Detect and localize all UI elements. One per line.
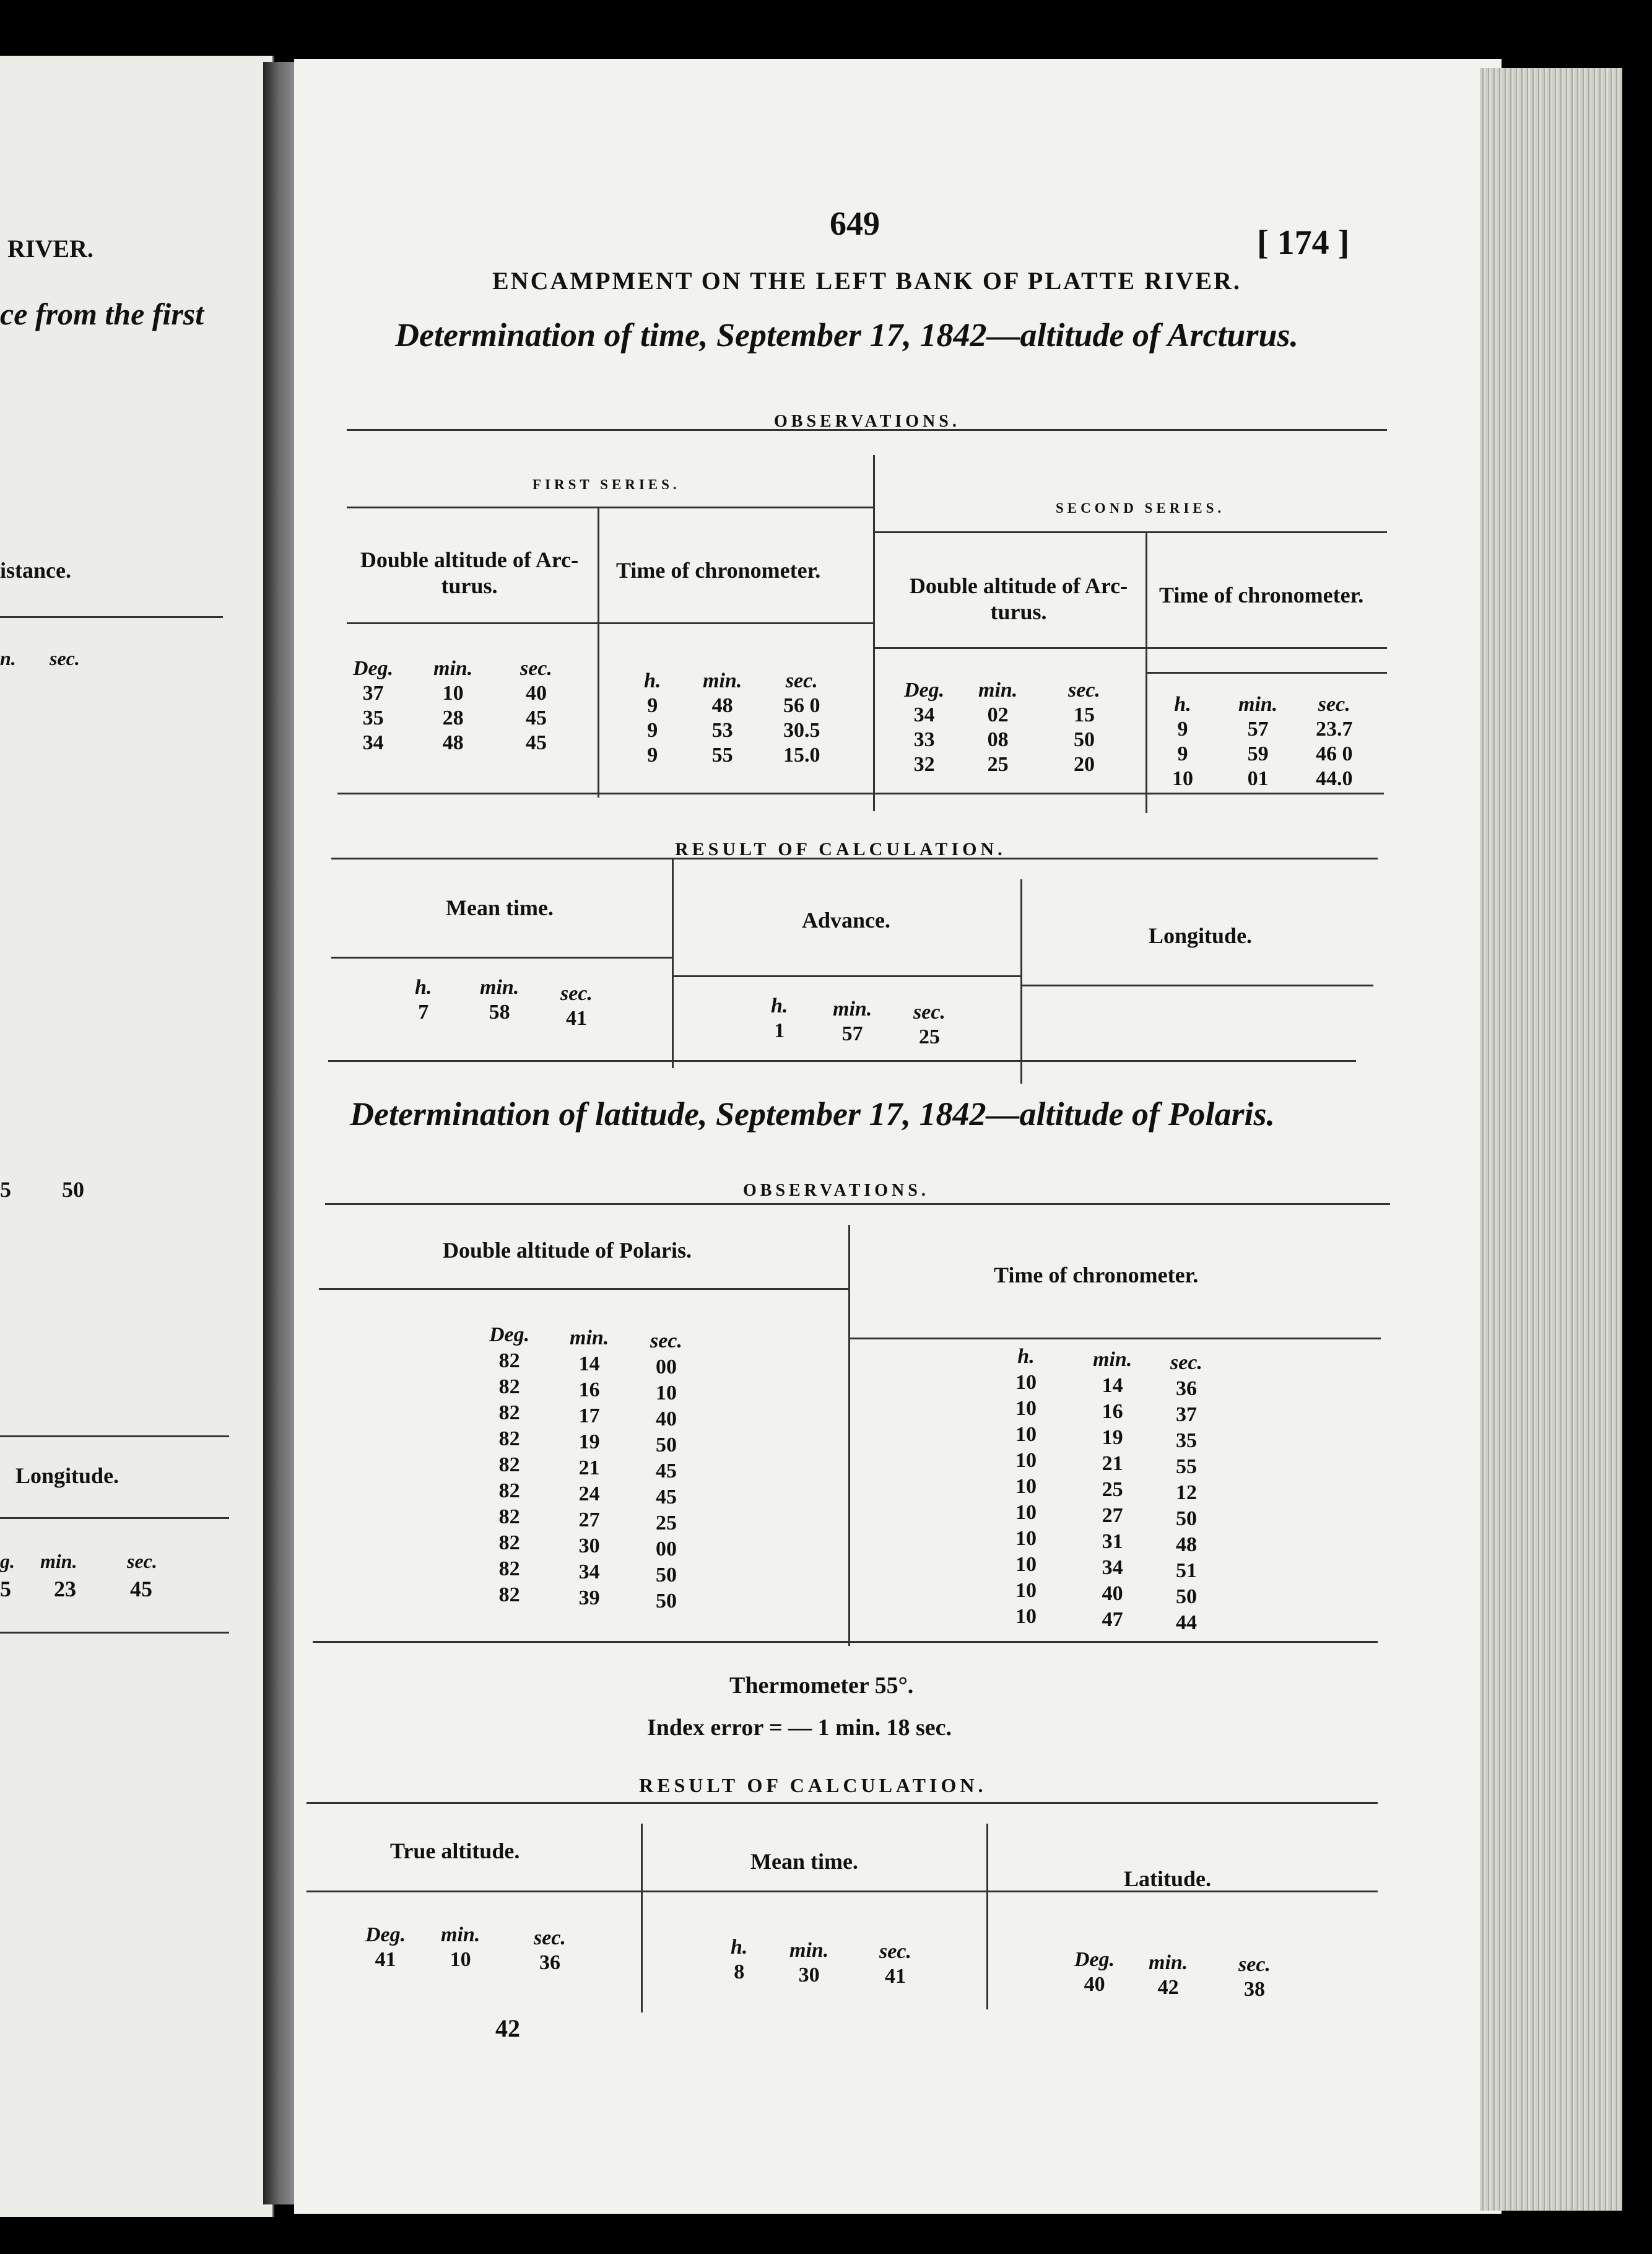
cell: 82 xyxy=(498,1453,520,1476)
cell: 08 xyxy=(987,728,1009,751)
result-label: RESULT OF CALCULATION. xyxy=(675,839,1006,859)
true-alt-min xyxy=(441,1923,480,1972)
mean-time-header: Mean time. xyxy=(446,895,554,920)
left-unit: min. xyxy=(40,1550,77,1572)
cell: 57 xyxy=(1247,718,1269,741)
table-rule xyxy=(347,507,873,508)
true-alt-sec xyxy=(534,1926,566,1975)
first-h-col xyxy=(644,669,661,768)
left-n-label: n. xyxy=(0,647,16,669)
main-heading: ENCAMPMENT ON THE LEFT BANK OF PLATTE RIVER. xyxy=(492,267,1241,295)
cell: 38 xyxy=(1243,1978,1265,2001)
unit-label: h. xyxy=(1174,693,1191,716)
cell: 10 xyxy=(1015,1475,1037,1498)
cell: 10 xyxy=(655,1382,677,1404)
unit-label: sec. xyxy=(560,982,593,1005)
left-page xyxy=(0,56,274,2217)
cell: 57 xyxy=(841,1022,863,1045)
cell: 50 xyxy=(655,1590,677,1612)
cell: 15.0 xyxy=(783,744,820,767)
advance-sec xyxy=(913,1000,946,1050)
second-deg-col xyxy=(904,678,944,777)
second-sec-col xyxy=(1068,678,1100,777)
cell: 10 xyxy=(1015,1553,1037,1576)
unit-label: min. xyxy=(833,998,872,1020)
cell: 9 xyxy=(647,694,658,717)
unit-label: sec. xyxy=(520,657,552,680)
left-longitude-label: Longitude. xyxy=(15,1463,120,1488)
advance-header: Advance. xyxy=(802,908,890,933)
cell: 01 xyxy=(1247,767,1269,790)
unit-label: h. xyxy=(415,976,432,999)
cell: 47 xyxy=(1102,1608,1123,1631)
table-rule xyxy=(325,1203,1390,1205)
cell: 50 xyxy=(1175,1585,1197,1608)
cell: 58 xyxy=(489,1001,510,1024)
left-value-50: 50 xyxy=(62,1177,84,1202)
cell: 40 xyxy=(525,682,547,705)
cell: 10 xyxy=(1015,1371,1037,1394)
cell: 02 xyxy=(987,703,1009,726)
unit-label: h. xyxy=(1017,1345,1035,1368)
unit-label: Deg. xyxy=(904,679,945,702)
unit-label: min. xyxy=(441,1923,480,1946)
unit-label: Deg. xyxy=(365,1923,406,1946)
polaris-min-col xyxy=(570,1325,609,1611)
section2-title: Determination of latitude, September 17, 1842—altitude of Polaris. xyxy=(350,1095,1275,1133)
unit-label: min. xyxy=(703,669,742,692)
table-rule xyxy=(347,622,873,624)
true-altitude-header: True altitude. xyxy=(390,1838,520,1863)
cell: 00 xyxy=(655,1538,677,1560)
cell: 30 xyxy=(798,1964,820,1986)
cell: 10 xyxy=(450,1948,471,1971)
polaris-h-col xyxy=(1015,1344,1037,1630)
cell: 21 xyxy=(578,1456,600,1479)
mean-time-h xyxy=(415,975,432,1025)
first-sec-col xyxy=(520,656,552,755)
cell: 53 xyxy=(711,719,733,742)
observations-label-2: OBSERVATIONS. xyxy=(743,1181,929,1200)
cell: 42 xyxy=(1157,1976,1179,1999)
second-min-col xyxy=(978,678,1017,777)
signature-mark: 42 xyxy=(495,2014,520,2042)
cell: 82 xyxy=(498,1583,520,1606)
mean-time-min-2 xyxy=(789,1938,828,1988)
cell: 9 xyxy=(1177,742,1188,765)
cell: 59 xyxy=(1247,742,1269,765)
unit-label: sec. xyxy=(1170,1351,1202,1374)
first-series-label: FIRST SERIES. xyxy=(533,477,680,492)
cell: 82 xyxy=(498,1479,520,1502)
cell: 25 xyxy=(918,1025,940,1048)
cell: 10 xyxy=(1015,1527,1037,1550)
cell: 41 xyxy=(375,1948,396,1971)
thermometer: Thermometer 55°. xyxy=(729,1673,914,1699)
cell: 82 xyxy=(498,1505,520,1528)
cell: 37 xyxy=(362,682,384,705)
unit-label: sec. xyxy=(1238,1953,1271,1976)
cell: 10 xyxy=(1015,1449,1037,1472)
cell: 45 xyxy=(655,1460,677,1482)
unit-label: min. xyxy=(1238,693,1278,716)
cell: 40 xyxy=(1102,1582,1123,1605)
unit-label: min. xyxy=(1093,1348,1132,1371)
cell: 28 xyxy=(442,707,464,729)
cell: 45 xyxy=(525,731,547,754)
first-tmin-col xyxy=(703,669,742,768)
table-rule xyxy=(337,793,1384,794)
cell: 44.0 xyxy=(1316,767,1353,790)
mean-time-sec-2 xyxy=(879,1939,911,1989)
unit-label: Deg. xyxy=(489,1323,530,1346)
left-value: 5 xyxy=(0,1577,11,1601)
cell: 10 xyxy=(1015,1605,1037,1628)
mean-time-min xyxy=(480,975,519,1025)
second-time-header: Time of chronometer. xyxy=(1159,583,1364,607)
cell: 9 xyxy=(1177,718,1188,741)
cell: 25 xyxy=(987,753,1009,776)
first-time-header: Time of chronometer. xyxy=(616,558,821,583)
cell: 16 xyxy=(578,1378,600,1401)
polaris-tsec-col xyxy=(1170,1350,1202,1636)
cell: 34 xyxy=(362,731,384,754)
unit-label: min. xyxy=(978,679,1018,702)
polaris-sec-col xyxy=(650,1328,682,1614)
bracket-number: [ 174 ] xyxy=(1257,224,1350,262)
table-rule xyxy=(873,647,1387,649)
index-error: Index error = — 1 min. 18 sec. xyxy=(647,1715,952,1741)
cell: 19 xyxy=(578,1430,600,1453)
cell: 33 xyxy=(913,728,935,751)
col-divider xyxy=(672,858,674,1068)
cell: 27 xyxy=(1102,1504,1123,1527)
polaris-tmin-col xyxy=(1093,1347,1132,1633)
cell: 40 xyxy=(655,1408,677,1430)
left-value: 45 xyxy=(130,1577,152,1601)
col-divider xyxy=(641,1824,643,2012)
table-rule xyxy=(331,858,1378,859)
unit-label: Deg. xyxy=(1074,1948,1115,1971)
table-rule xyxy=(347,429,1387,431)
unit-label: sec. xyxy=(534,1926,566,1949)
cell: 19 xyxy=(1102,1426,1123,1449)
first-alt-header: Double altitude of Arc-turus. xyxy=(360,547,579,598)
first-min-col xyxy=(433,656,472,755)
unit-label: min. xyxy=(1149,1951,1188,1974)
unit-label: sec. xyxy=(913,1001,946,1024)
unit-label: min. xyxy=(570,1326,609,1349)
left-unit: sec. xyxy=(127,1550,157,1572)
cell: 7 xyxy=(418,1001,429,1024)
cell: 41 xyxy=(884,1965,906,1988)
cell: 44 xyxy=(1175,1611,1197,1634)
unit-label: h. xyxy=(771,994,788,1017)
cell: 20 xyxy=(1073,753,1095,776)
cell: 55 xyxy=(1175,1455,1197,1478)
cell: 25 xyxy=(655,1512,677,1534)
second-series-label: SECOND SERIES. xyxy=(1056,500,1225,516)
mean-time-sec xyxy=(560,981,593,1031)
table-rule xyxy=(873,531,1387,533)
cell: 51 xyxy=(1175,1559,1197,1582)
cell: 00 xyxy=(655,1355,677,1378)
cell: 82 xyxy=(498,1375,520,1398)
col-divider xyxy=(986,1824,988,2009)
cell: 27 xyxy=(578,1508,600,1531)
table-rule xyxy=(848,1338,1381,1339)
cell: 82 xyxy=(498,1557,520,1580)
cell: 10 xyxy=(442,682,464,705)
table-rule xyxy=(319,1288,848,1290)
cell: 21 xyxy=(1102,1452,1123,1475)
cell: 9 xyxy=(647,744,658,767)
cell: 36 xyxy=(1175,1377,1197,1400)
left-rule xyxy=(0,1517,229,1519)
unit-label: sec. xyxy=(650,1329,682,1352)
cell: 15 xyxy=(1073,703,1095,726)
true-alt-deg xyxy=(365,1923,406,1972)
left-rule xyxy=(0,1435,229,1437)
cell: 8 xyxy=(734,1960,745,1983)
cell: 24 xyxy=(578,1482,600,1505)
unit-label: min. xyxy=(433,657,473,680)
cell: 37 xyxy=(1175,1403,1197,1426)
page-edges xyxy=(1480,68,1622,2211)
table-rule xyxy=(1146,672,1387,674)
unit-label: sec. xyxy=(1068,679,1100,702)
cell: 82 xyxy=(498,1401,520,1424)
cell: 34 xyxy=(578,1560,600,1583)
polaris-time-header: Time of chronometer. xyxy=(994,1263,1199,1287)
left-rule xyxy=(0,1632,229,1634)
advance-h xyxy=(771,994,788,1043)
latitude-sec xyxy=(1238,1952,1271,2002)
cell: 55 xyxy=(711,744,733,767)
cell: 23.7 xyxy=(1316,718,1353,741)
unit-label: min. xyxy=(480,976,520,999)
left-rule xyxy=(0,616,223,618)
second-alt-header: Double altitude of Arc-turus. xyxy=(909,573,1128,624)
latitude-deg xyxy=(1074,1947,1115,1997)
cell: 45 xyxy=(525,707,547,729)
left-sec-label: sec. xyxy=(50,647,80,669)
cell: 30 xyxy=(578,1534,600,1557)
cell: 35 xyxy=(362,707,384,729)
second-h-col xyxy=(1172,692,1193,791)
cell: 50 xyxy=(655,1564,677,1586)
cell: 50 xyxy=(655,1434,677,1456)
cell: 82 xyxy=(498,1349,520,1372)
cell: 50 xyxy=(1073,728,1095,751)
first-tsec-col xyxy=(783,669,820,768)
cell: 10 xyxy=(1015,1501,1037,1524)
table-rule xyxy=(306,1802,1378,1804)
cell: 9 xyxy=(647,719,658,742)
cell: 48 xyxy=(711,694,733,717)
observations-label: OBSERVATIONS. xyxy=(774,412,960,431)
table-rule xyxy=(328,1060,1356,1062)
cell: 50 xyxy=(1175,1507,1197,1530)
cell: 56 0 xyxy=(783,694,820,717)
cell: 35 xyxy=(1175,1429,1197,1452)
cell: 12 xyxy=(1175,1481,1197,1504)
cell: 30.5 xyxy=(783,719,820,742)
longitude-header: Longitude. xyxy=(1149,923,1253,948)
left-running-head: RIVER. xyxy=(7,235,93,263)
cell: 82 xyxy=(498,1531,520,1554)
left-subhead: ce from the first xyxy=(0,297,204,331)
polaris-alt-header: Double altitude of Polaris. xyxy=(443,1238,692,1263)
cell: 48 xyxy=(1175,1533,1197,1556)
cell: 34 xyxy=(913,703,935,726)
col-divider xyxy=(1020,879,1022,1084)
table-rule xyxy=(672,975,1020,977)
second-tmin-col xyxy=(1238,692,1277,791)
table-rule xyxy=(1020,985,1373,986)
unit-label: sec. xyxy=(879,1940,911,1963)
polaris-deg-col xyxy=(489,1322,529,1608)
unit-label: sec. xyxy=(1318,693,1350,716)
cell: 46 0 xyxy=(1316,742,1353,765)
cell: 14 xyxy=(1102,1374,1123,1397)
cell: 82 xyxy=(498,1427,520,1450)
col-divider xyxy=(848,1225,850,1646)
page-number: 649 xyxy=(830,205,880,242)
table-rule xyxy=(331,957,672,959)
cell: 45 xyxy=(655,1486,677,1508)
cell: 1 xyxy=(774,1019,785,1042)
cell: 34 xyxy=(1102,1556,1123,1579)
cell: 10 xyxy=(1172,767,1193,790)
section1-title: Determination of time, September 17, 1842—altitude of Arcturus. xyxy=(395,316,1299,354)
cell: 31 xyxy=(1102,1530,1123,1553)
left-value: 23 xyxy=(54,1577,76,1601)
unit-label: min. xyxy=(789,1939,829,1962)
left-distance-label: istance. xyxy=(0,558,71,583)
cell: 10 xyxy=(1015,1423,1037,1446)
cell: 41 xyxy=(565,1007,587,1030)
cell: 17 xyxy=(578,1404,600,1427)
cell: 48 xyxy=(442,731,464,754)
left-unit: g. xyxy=(0,1550,15,1572)
cell: 39 xyxy=(578,1586,600,1609)
second-tsec-col xyxy=(1316,692,1353,791)
table-rule xyxy=(313,1641,1378,1643)
cell: 40 xyxy=(1084,1973,1105,1996)
advance-min xyxy=(833,997,872,1046)
unit-label: Deg. xyxy=(353,657,394,680)
unit-label: h. xyxy=(644,669,661,692)
unit-label: h. xyxy=(731,1936,748,1959)
result-label-2: RESULT OF CALCULATION. xyxy=(639,1774,987,1796)
unit-label: sec. xyxy=(785,669,818,692)
cell: 32 xyxy=(913,753,935,776)
left-value-5: 5 xyxy=(0,1177,11,1202)
cell: 14 xyxy=(578,1352,600,1375)
cell: 25 xyxy=(1102,1478,1123,1501)
mean-time-h-2 xyxy=(731,1935,747,1985)
series-divider xyxy=(873,455,875,811)
cell: 16 xyxy=(1102,1400,1123,1423)
col-divider xyxy=(598,507,599,798)
mean-time-header-2: Mean time. xyxy=(750,1849,858,1874)
first-deg-col xyxy=(353,656,393,755)
latitude-header: Latitude. xyxy=(1124,1866,1212,1891)
cell: 10 xyxy=(1015,1397,1037,1420)
table-rule xyxy=(306,1891,1378,1892)
latitude-min xyxy=(1149,1951,1188,2000)
cell: 36 xyxy=(539,1951,560,1974)
cell: 10 xyxy=(1015,1579,1037,1602)
